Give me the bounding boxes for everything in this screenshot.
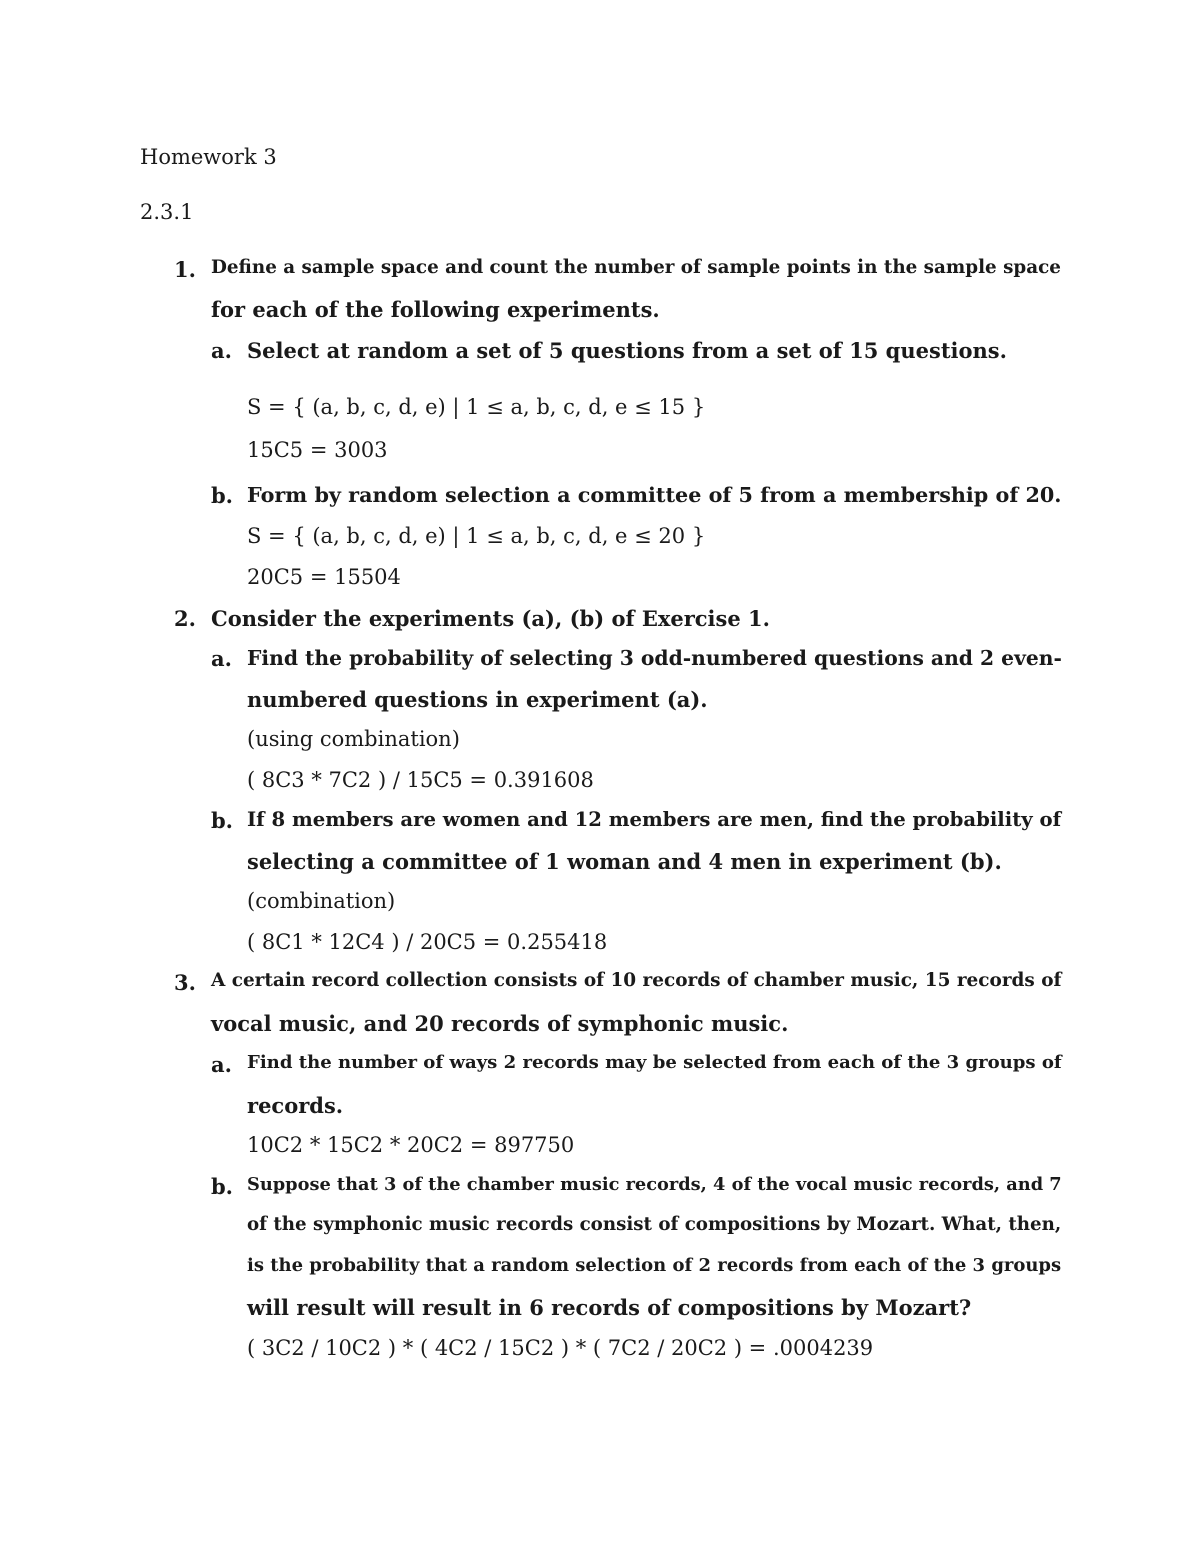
question-1a-text: Select at random a set of 5 questions from a set of 15 questions.: [247, 338, 1007, 363]
question-2b-letter: b.: [211, 808, 233, 833]
question-2a-answer-line-2: ( 8C3 * 7C2 ) / 15C5 = 0.391608: [247, 768, 594, 792]
document-title: Homework 3: [140, 145, 277, 169]
question-3b-text-line-1: Suppose that 3 of the chamber music records, 4 of the vocal music records, and 7: [247, 1174, 1062, 1195]
question-1b-letter: b.: [211, 483, 233, 508]
question-1a-letter: a.: [211, 338, 232, 363]
question-3a-letter: a.: [211, 1052, 232, 1077]
question-3-text-line-2: vocal music, and 20 records of symphonic music.: [211, 1011, 789, 1036]
question-3b-text-line-2: of the symphonic music records consist of compositions by Mozart. What, then,: [247, 1214, 1062, 1235]
question-2a-text-line-2: numbered questions in experiment (a).: [247, 687, 708, 712]
question-1b-text: Form by random selection a committee of 5 from a membership of 20.: [247, 483, 1062, 507]
question-1-text-line-2: for each of the following experiments.: [211, 297, 660, 322]
question-2a-text-line-1: Find the probability of selecting 3 odd-numbered questions and 2 even-: [247, 646, 1062, 670]
question-3b-text-line-4: will result will result in 6 records of compositions by Mozart?: [247, 1295, 972, 1320]
question-3b-text-line-3: is the probability that a random selection of 2 records from each of the 3 groups: [247, 1255, 1062, 1276]
question-2b-answer-line-2: ( 8C1 * 12C4 ) / 20C5 = 0.255418: [247, 930, 608, 954]
question-3a-text-line-1: Find the number of ways 2 records may be selected from each of the 3 groups of: [247, 1052, 1062, 1073]
question-2-text: Consider the experiments (a), (b) of Exercise 1.: [211, 606, 770, 631]
question-2-number: 2.: [174, 606, 196, 631]
question-1b-answer-line-2: 20C5 = 15504: [247, 565, 401, 589]
question-3a-text-line-2: records.: [247, 1093, 344, 1118]
question-1-text-line-1: Define a sample space and count the number of sample points in the sample space: [211, 257, 1061, 278]
question-1a-answer-line-1: S = { (a, b, c, d, e) | 1 ≤ a, b, c, d, e ≤ 15 }: [247, 395, 706, 419]
question-1b-answer-line-1: S = { (a, b, c, d, e) | 1 ≤ a, b, c, d, e ≤ 20 }: [247, 524, 706, 548]
question-1-number: 1.: [174, 257, 196, 282]
section-number: 2.3.1: [140, 200, 194, 224]
question-2b-answer-line-1: (combination): [247, 889, 396, 913]
question-3b-letter: b.: [211, 1174, 233, 1199]
question-2b-text-line-2: selecting a committee of 1 woman and 4 men in experiment (b).: [247, 849, 1002, 874]
question-3b-answer: ( 3C2 / 10C2 ) * ( 4C2 / 15C2 ) * ( 7C2 / 20C2 ) = .0004239: [247, 1336, 874, 1360]
question-3-text-line-1: A certain record collection consists of 10 records of chamber music, 15 records of: [211, 970, 1062, 991]
question-2b-text-line-1: If 8 members are women and 12 members are men, find the probability of: [247, 808, 1062, 831]
question-2a-letter: a.: [211, 646, 232, 671]
question-2a-answer-line-1: (using combination): [247, 727, 460, 751]
question-3a-answer: 10C2 * 15C2 * 20C2 = 897750: [247, 1133, 575, 1157]
question-1a-answer-line-2: 15C5 = 3003: [247, 438, 388, 462]
question-3-number: 3.: [174, 970, 196, 995]
